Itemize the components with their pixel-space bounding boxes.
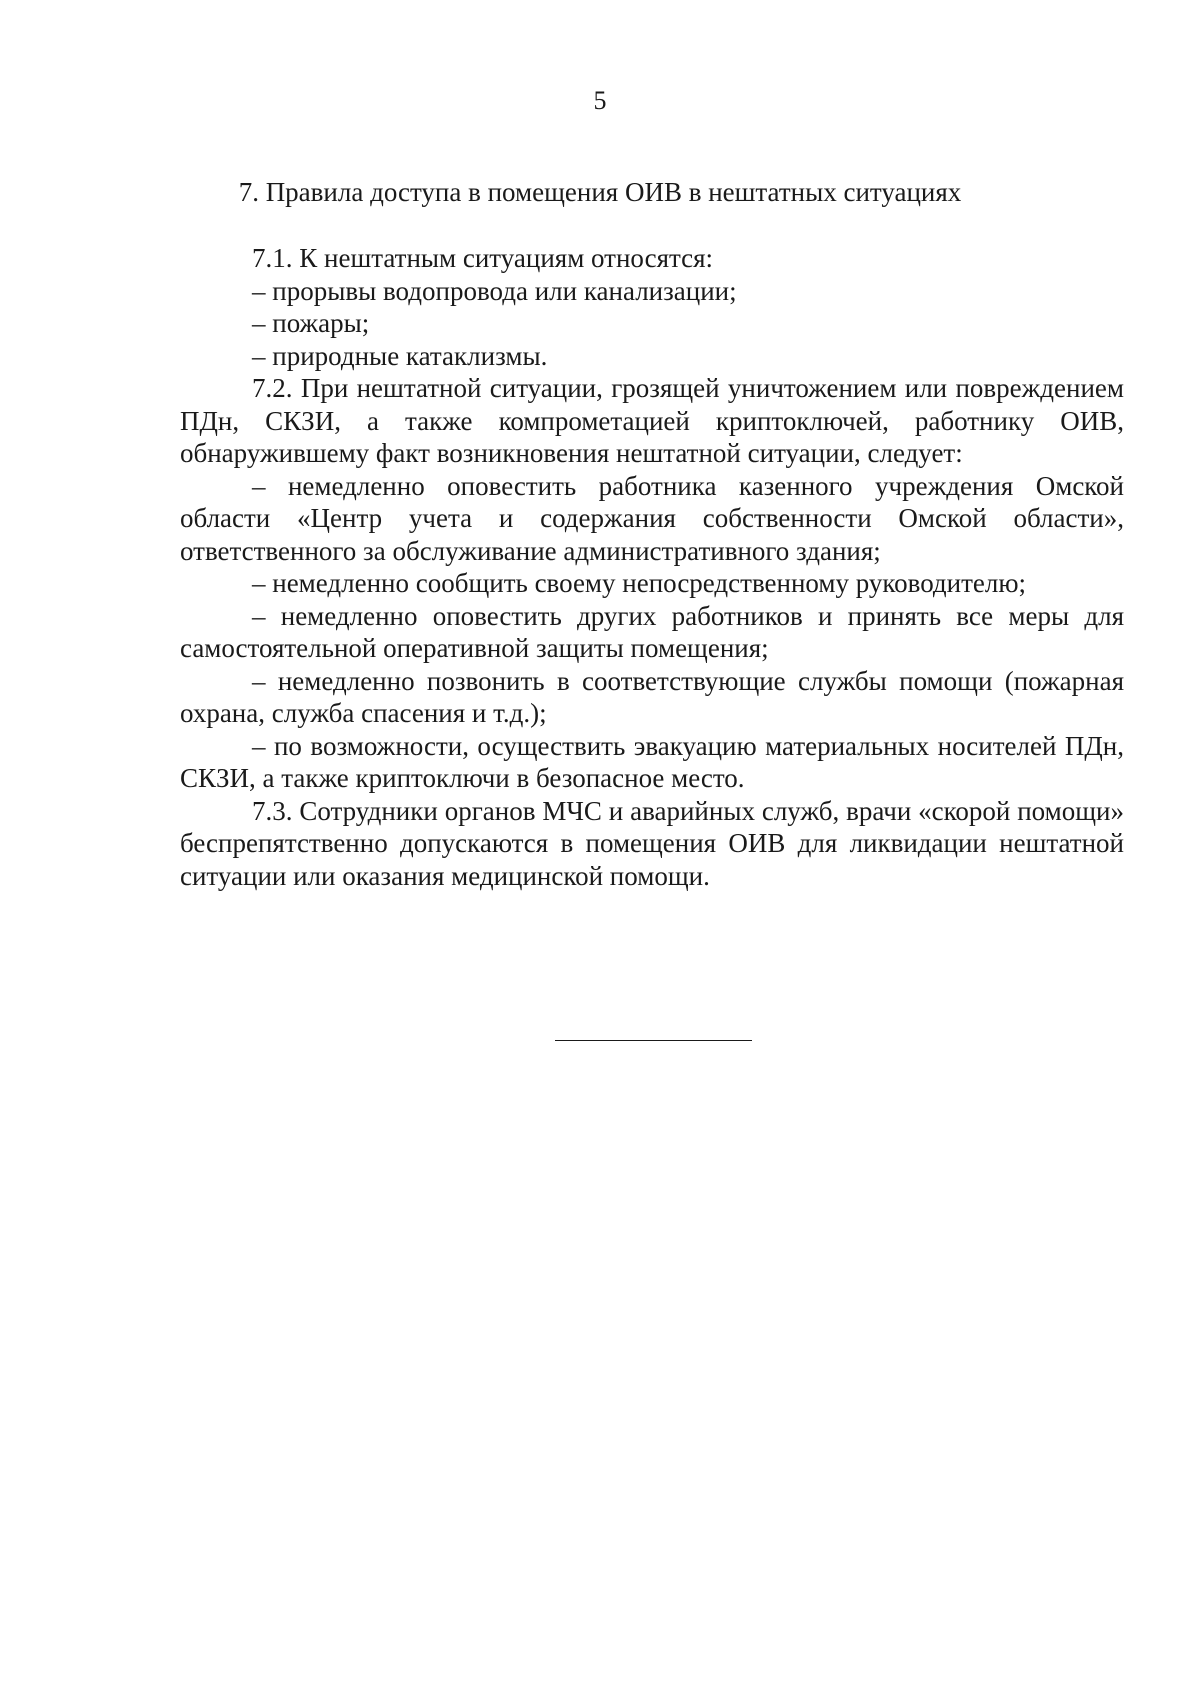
paragraph-7-1: 7.1. К нештатным ситуациям относятся: [252, 243, 714, 273]
list-item-notify-manager: – немедленно сообщить своему непосредственному руководителю; [252, 568, 1027, 598]
paragraph-7-3: 7.3. Сотрудники органов МЧС и аварийных служб, врачи «скорой помощи» беспрепятственно допускаются в помещения ОИВ для ликвидации нештатной ситуации или оказания медицинской помощи. [180, 795, 1124, 891]
list-item-notify-colleagues: – немедленно оповестить других работников и принять все меры для самостоятельной оперативной защиты помещения; [180, 600, 1124, 663]
list-item-plumbing: – прорывы водопровода или канализации; [252, 275, 737, 306]
paragraph-7-2: 7.2. При нештатной ситуации, грозящей уничтожением или повреждением ПДн, СКЗИ, а также компрометацией криптоключей, работнику ОИВ, обнаружившему факт возникновения нештатной ситуации, следует: [180, 373, 1124, 468]
section-title: 7. Правила доступа в помещения ОИВ в нештатных ситуациях [238, 177, 962, 207]
list-item-fires: – пожары; [252, 308, 370, 338]
list-item-disasters: – природные катаклизмы. [252, 340, 548, 371]
list-item-call-services: – немедленно позвонить в соответствующие службы помощи (пожарная охрана, служба спасения и т.д.); [180, 665, 1124, 728]
document-body [180, 242, 1124, 892]
page-number: 5 [593, 86, 607, 115]
list-item-evacuate-media: – по возможности, осуществить эвакуацию материальных носителей ПДн, СКЗИ, а также криптоключи в безопасное место. [180, 730, 1124, 793]
list-item-notify-institution: – немедленно оповестить работника казенного учреждения Омской области «Центр учета и содержания собственности Омской области», ответственного за обслуживание административного здания; [180, 470, 1124, 566]
end-divider [555, 1040, 752, 1041]
